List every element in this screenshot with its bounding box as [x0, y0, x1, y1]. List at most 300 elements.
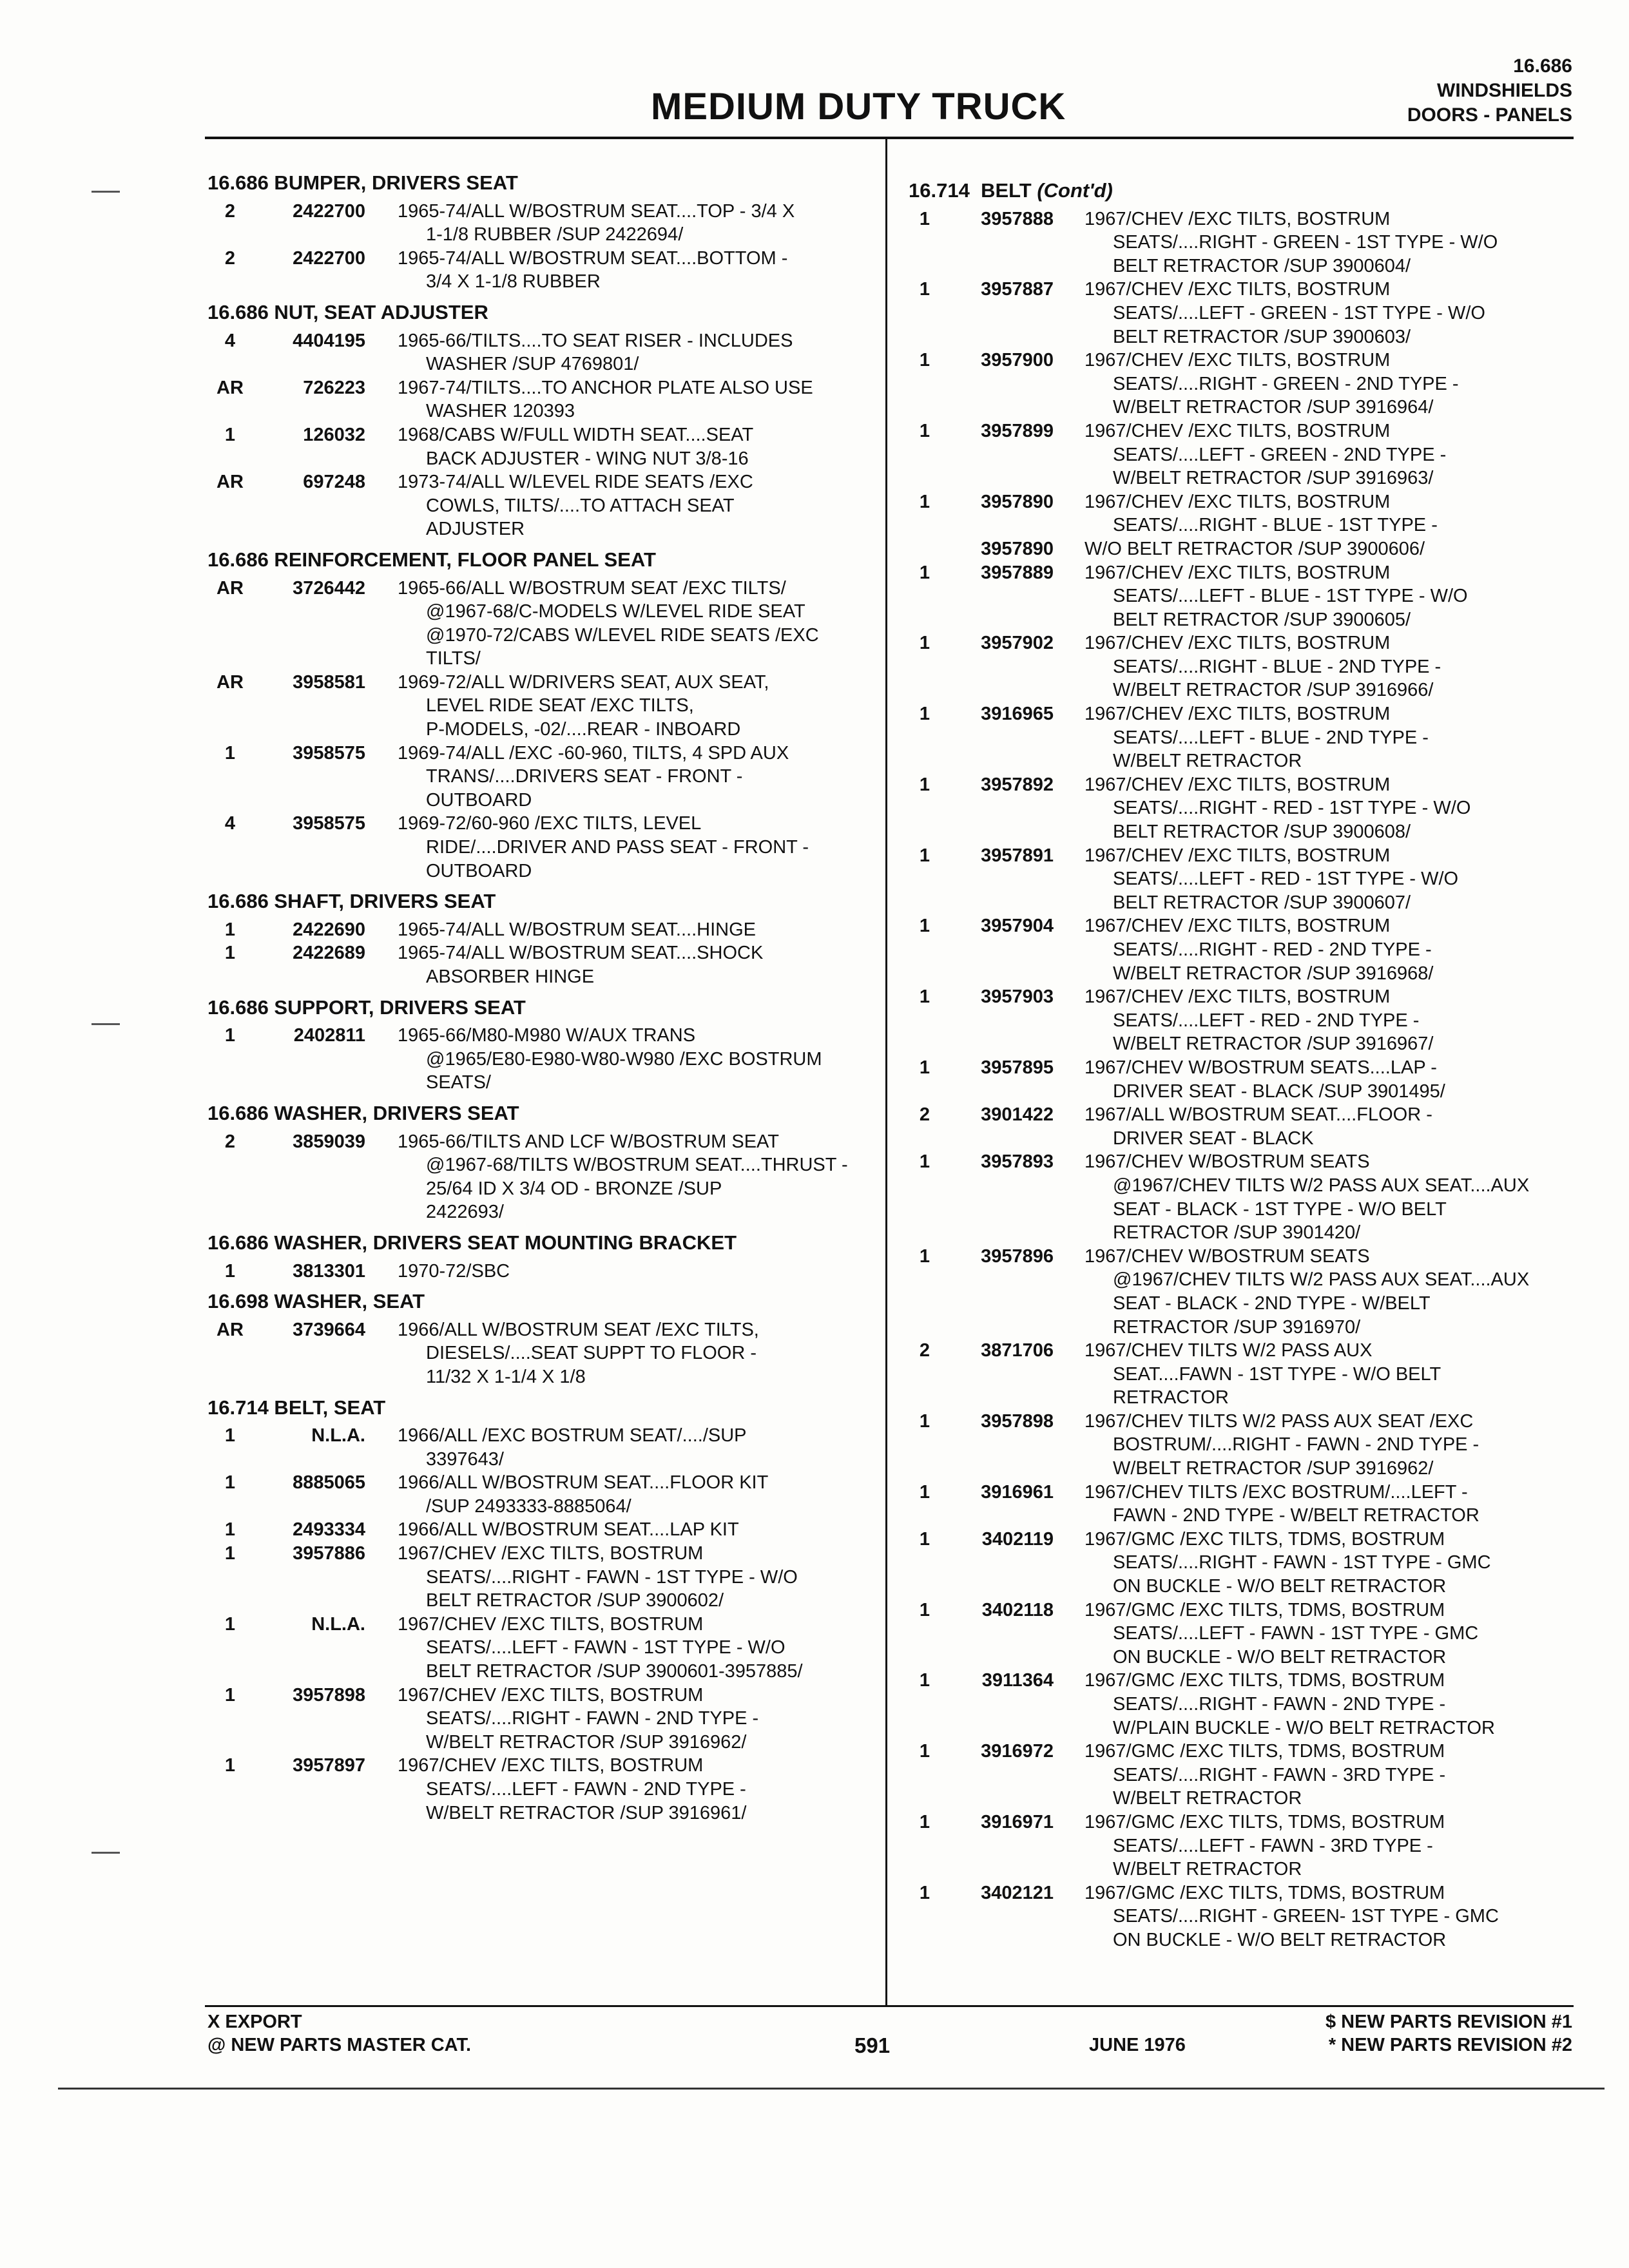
description-line: @1967-68/TILTS W/BOSTRUM SEAT....THRUST -: [426, 1155, 848, 1176]
parts-row: [207, 376, 878, 423]
parts-row: [207, 742, 878, 812]
parts-row: [909, 1599, 1579, 1669]
right-column: [909, 179, 1579, 1952]
description-line: 3/4 X 1-1/8 RUBBER: [426, 271, 601, 293]
part-number: 126032: [303, 424, 365, 445]
description-line: 1969-72/ALL W/DRIVERS SEAT, AUX SEAT,: [398, 671, 769, 693]
description-line: W/BELT RETRACTOR /SUP 3916961/: [426, 1802, 747, 1823]
description-line: 1965-74/ALL W/BOSTRUM SEAT....SHOCK: [398, 943, 764, 964]
legend-master-catalog: @ NEW PARTS MASTER CAT.: [207, 2035, 472, 2055]
part-number: 3957898: [981, 1410, 1054, 1432]
part-number: 3901422: [981, 1104, 1054, 1126]
part-description: [1084, 773, 1579, 844]
description-line: 1-1/8 RUBBER /SUP 2422694/: [426, 224, 684, 245]
part-description: [398, 423, 878, 470]
quantity: AR: [217, 377, 244, 398]
description-line: SEATS/....LEFT - RED - 2ND TYPE -: [1113, 1010, 1420, 1031]
description-line: 11/32 X 1-1/4 X 1/8: [426, 1366, 586, 1387]
section-heading: [909, 179, 1579, 203]
part-number: 3957893: [981, 1151, 1054, 1173]
quantity: 2: [224, 1131, 236, 1152]
description-line: 1965-66/ALL W/BOSTRUM SEAT /EXC TILTS/: [398, 577, 786, 599]
description-line: 1967/CHEV /EXC TILTS, BOSTRUM: [1084, 420, 1391, 441]
description-line: 1967/CHEV /EXC TILTS, BOSTRUM: [1084, 916, 1391, 937]
description-line: 1966/ALL /EXC BOSTRUM SEAT/..../SUP: [398, 1425, 747, 1446]
parts-row: [909, 914, 1579, 985]
quantity: 2: [919, 1104, 930, 1126]
parts-row: [207, 1260, 878, 1283]
description-line: 1965-66/TILTS....TO SEAT RISER - INCLUDES: [398, 330, 793, 351]
column-divider: [885, 139, 887, 2005]
description-line: SEAT - BLACK - 2ND TYPE - W/BELT: [1113, 1293, 1431, 1314]
description-line: W/BELT RETRACTOR /SUP 3916968/: [1113, 963, 1434, 984]
section-number: 16.686: [1513, 55, 1572, 77]
description-line: BELT RETRACTOR /SUP 3900608/: [1113, 822, 1411, 843]
parts-row: [207, 1130, 878, 1224]
description-line: SEATS/: [426, 1072, 491, 1093]
part-number: 3957886: [293, 1543, 365, 1564]
description-line: 3397643/: [426, 1448, 504, 1470]
quantity: 4: [224, 330, 236, 351]
part-number: 8885065: [293, 1472, 365, 1494]
part-description: [1084, 1811, 1579, 1881]
publication-date: JUNE 1976: [1089, 2035, 1186, 2055]
description-line: 1969-72/60-960 /EXC TILTS, LEVEL: [398, 813, 702, 834]
quantity: 1: [224, 943, 236, 964]
quantity: AR: [217, 577, 244, 599]
description-line: 1967/GMC /EXC TILTS, TDMS, BOSTRUM: [1084, 1741, 1445, 1762]
description-line: SEAT - BLACK - 1ST TYPE - W/O BELT: [1113, 1198, 1447, 1220]
description-line: 1967/CHEV /EXC TILTS, BOSTRUM: [398, 1613, 704, 1635]
quantity: 1: [919, 420, 930, 441]
parts-row: [909, 1881, 1579, 1952]
parts-row: [207, 1613, 878, 1684]
quantity: 1: [919, 350, 930, 371]
quantity: 1: [919, 1245, 930, 1267]
parts-row: [909, 1339, 1579, 1410]
part-number: 3726442: [293, 577, 365, 599]
description-line: W/BELT RETRACTOR /SUP 3916962/: [426, 1731, 747, 1753]
description-line: 1967/CHEV /EXC TILTS, BOSTRUM: [398, 1684, 704, 1706]
part-description: [398, 1613, 878, 1684]
quantity: 1: [919, 1151, 930, 1173]
quantity: 4: [224, 813, 236, 834]
header-rule: [205, 137, 1574, 139]
parts-row: [909, 1245, 1579, 1339]
description-line: 1967/GMC /EXC TILTS, TDMS, BOSTRUM: [1084, 1670, 1445, 1691]
description-line: 1967/CHEV /EXC TILTS, BOSTRUM: [398, 1543, 704, 1564]
parts-row: [207, 1471, 878, 1518]
part-number: 3957891: [981, 845, 1054, 866]
quantity: 1: [919, 1410, 930, 1432]
part-number: 3911364: [981, 1670, 1054, 1691]
section-heading: 16.698 WASHER, SEAT: [207, 1290, 425, 1313]
description-line: LEVEL RIDE SEAT /EXC TILTS,: [426, 695, 694, 716]
part-number: 3957899: [981, 420, 1054, 441]
part-number: 3813301: [293, 1260, 365, 1282]
section-code: [1407, 54, 1572, 128]
legend-export: X EXPORT: [207, 2012, 302, 2032]
parts-row: [207, 1024, 878, 1095]
description-line: BACK ADJUSTER - WING NUT 3/8-16: [426, 448, 749, 469]
description-line: TRANS/....DRIVERS SEAT - FRONT -: [426, 766, 743, 787]
part-description: [1084, 985, 1579, 1056]
parts-row: [207, 1684, 878, 1754]
part-number: 4404195: [293, 330, 365, 351]
parts-row: [207, 1518, 878, 1542]
description-line: SEATS/....RIGHT - GREEN - 2ND TYPE -: [1113, 373, 1459, 394]
description-line: BELT RETRACTOR /SUP 3900601-3957885/: [426, 1661, 803, 1682]
description-line: 1965-74/ALL W/BOSTRUM SEAT....BOTTOM -: [398, 247, 788, 269]
part-number: 3916965: [981, 704, 1054, 725]
page-title: MEDIUM DUTY TRUCK: [651, 86, 1066, 128]
quantity: 2: [224, 200, 236, 222]
quantity: AR: [217, 1319, 244, 1340]
quantity: 1: [919, 1057, 930, 1078]
section-heading: 16.686 WASHER, DRIVERS SEAT MOUNTING BRACKET: [207, 1231, 737, 1254]
part-description: [1084, 1339, 1579, 1410]
part-number: 3402121: [981, 1882, 1054, 1903]
part-number: 3916972: [981, 1741, 1054, 1762]
description-line: WASHER 120393: [426, 401, 575, 422]
description-line: SEATS/....LEFT - FAWN - 1ST TYPE - W/O: [426, 1637, 786, 1658]
part-description: [398, 470, 878, 541]
quantity: 1: [919, 774, 930, 795]
description-line: BELT RETRACTOR /SUP 3900602/: [426, 1590, 724, 1611]
description-line: 1967/ALL W/BOSTRUM SEAT....FLOOR -: [1084, 1104, 1432, 1126]
description-line: BELT RETRACTOR /SUP 3900604/: [1113, 255, 1411, 276]
part-description: [1084, 1481, 1579, 1528]
part-description: [398, 1471, 878, 1518]
description-line: SEATS/....RIGHT - RED - 2ND TYPE -: [1113, 939, 1432, 960]
parts-row: [909, 1150, 1579, 1244]
part-number: 3739664: [293, 1319, 365, 1340]
description-line: WASHER /SUP 4769801/: [426, 354, 639, 375]
part-number: 3957895: [981, 1057, 1054, 1078]
parts-row: [207, 577, 878, 671]
section-heading: 16.686 BUMPER, DRIVERS SEAT: [207, 171, 518, 194]
description-line: OUTBOARD: [426, 860, 532, 881]
description-line: W/BELT RETRACTOR: [1113, 751, 1302, 772]
quantity: 1: [919, 1882, 930, 1903]
description-line: 25/64 ID X 3/4 OD - BRONZE /SUP: [426, 1178, 722, 1199]
part-number: 3957890: [981, 491, 1054, 512]
description-line: W/BELT RETRACTOR: [1113, 1859, 1302, 1880]
part-number: 3957888: [981, 208, 1054, 229]
description-line: DRIVER SEAT - BLACK: [1113, 1128, 1314, 1149]
description-line: DRIVER SEAT - BLACK /SUP 3901495/: [1113, 1081, 1445, 1102]
parts-row: [207, 1754, 878, 1825]
description-line: SEATS/....LEFT - GREEN - 2ND TYPE -: [1113, 444, 1447, 465]
parts-row: [909, 1811, 1579, 1881]
description-line: 1967/CHEV TILTS W/2 PASS AUX SEAT /EXC: [1084, 1410, 1474, 1432]
parts-row: [207, 941, 878, 988]
revision-2-legend: * NEW PARTS REVISION #2: [1328, 2035, 1572, 2055]
description-line: 1970-72/SBC: [398, 1260, 510, 1282]
page-number: 591: [854, 2033, 891, 2057]
description-line: FAWN - 2ND TYPE - W/BELT RETRACTOR: [1113, 1505, 1480, 1526]
description-line: DIESELS/....SEAT SUPPT TO FLOOR -: [426, 1343, 757, 1364]
description-line: 1967/CHEV /EXC TILTS, BOSTRUM: [1084, 774, 1391, 795]
description-line: 1967/CHEV /EXC TILTS, BOSTRUM: [1084, 704, 1391, 725]
part-number: 3958581: [293, 671, 365, 693]
description-line: SEATS/....LEFT - FAWN - 2ND TYPE -: [426, 1779, 746, 1800]
part-description: [398, 1130, 878, 1224]
part-description: [398, 1424, 878, 1471]
section-name-2: DOORS - PANELS: [1407, 104, 1572, 126]
quantity: 1: [224, 1613, 236, 1635]
part-description: [1084, 1245, 1579, 1339]
part-description: [1084, 349, 1579, 419]
description-line: RETRACTOR: [1113, 1387, 1229, 1408]
description-line: @1967-68/C-MODELS W/LEVEL RIDE SEAT: [426, 601, 805, 622]
description-line: 1967/CHEV /EXC TILTS, BOSTRUM: [1084, 562, 1391, 583]
section-heading: 16.686 NUT, SEAT ADJUSTER: [207, 300, 488, 323]
quantity: 1: [224, 742, 236, 764]
parts-row: [909, 1740, 1579, 1811]
description-line: 1965-66/M80-M980 W/AUX TRANS: [398, 1025, 696, 1046]
description-line: 1967/CHEV /EXC TILTS, BOSTRUM: [1084, 986, 1391, 1008]
part-description: [1084, 419, 1579, 490]
description-line: SEATS/....LEFT - BLUE - 2ND TYPE -: [1113, 727, 1429, 748]
part-description: [398, 1260, 878, 1283]
quantity: 1: [919, 986, 930, 1008]
continued-label: (Cont'd): [1037, 179, 1113, 202]
quantity: 1: [919, 1528, 930, 1550]
quantity: 1: [919, 704, 930, 725]
part-number: 3958575: [293, 813, 365, 834]
part-number: 697248: [303, 472, 365, 493]
part-number: 3957887: [981, 279, 1054, 300]
margin-mark: [92, 1852, 120, 1854]
part-number: 3957889: [981, 562, 1054, 583]
description-line: SEATS/....LEFT - GREEN - 1ST TYPE - W/O: [1113, 302, 1485, 323]
description-line: 1967/CHEV /EXC TILTS, BOSTRUM: [1084, 845, 1391, 866]
quantity: 1: [224, 1260, 236, 1282]
quantity: 1: [919, 1670, 930, 1691]
part-description: [1084, 1150, 1579, 1244]
part-description: [398, 1754, 878, 1825]
parts-row: [207, 918, 878, 942]
quantity: 2: [919, 1340, 930, 1361]
section-heading-label: BELT: [981, 179, 1032, 202]
description-line: RETRACTOR /SUP 3901420/: [1113, 1222, 1361, 1244]
quantity: AR: [217, 671, 244, 693]
right-rows: [909, 207, 1579, 1952]
parts-row: [207, 470, 878, 541]
parts-row: [909, 1481, 1579, 1528]
parts-row: [909, 349, 1579, 419]
part-number: 3957904: [981, 916, 1054, 937]
description-line: 1967/CHEV /EXC TILTS, BOSTRUM: [1084, 208, 1391, 229]
description-line: SEATS/....LEFT - BLUE - 1ST TYPE - W/O: [1113, 586, 1468, 607]
part-number: 2422700: [293, 247, 365, 269]
description-line: BELT RETRACTOR /SUP 3900607/: [1113, 892, 1411, 913]
section-name-1: WINDSHIELDS: [1437, 80, 1572, 101]
quantity: 1: [919, 279, 930, 300]
description-line: W/BELT RETRACTOR /SUP 3916967/: [1113, 1033, 1434, 1055]
part-description: [1084, 1599, 1579, 1669]
quantity: 1: [919, 633, 930, 654]
parts-row: [207, 423, 878, 470]
parts-row: [207, 671, 878, 742]
description-line: ON BUCKLE - W/O BELT RETRACTOR: [1113, 1646, 1447, 1667]
quantity: 1: [224, 1519, 236, 1541]
description-line: 1967/GMC /EXC TILTS, TDMS, BOSTRUM: [1084, 1882, 1445, 1903]
description-line: SEATS/....RIGHT - FAWN - 3RD TYPE -: [1113, 1764, 1446, 1785]
quantity: 1: [224, 1425, 236, 1446]
description-line: @1967/CHEV TILTS W/2 PASS AUX SEAT....AUX: [1113, 1269, 1530, 1291]
part-number: N.L.A.: [311, 1613, 365, 1635]
description-line: @1970-72/CABS W/LEVEL RIDE SEATS /EXC: [426, 624, 819, 646]
description-line: 1966/ALL W/BOSTRUM SEAT....LAP KIT: [398, 1519, 739, 1541]
part-number: 3957896: [981, 1245, 1054, 1267]
part-description: [1084, 1669, 1579, 1740]
description-line: ON BUCKLE - W/O BELT RETRACTOR: [1113, 1576, 1447, 1597]
part-description: [1084, 1881, 1579, 1952]
part-number: 3859039: [293, 1131, 365, 1152]
description-line: W/BELT RETRACTOR /SUP 3916966/: [1113, 680, 1434, 701]
parts-row: [909, 1103, 1579, 1150]
description-line: 1965-74/ALL W/BOSTRUM SEAT....TOP - 3/4 X: [398, 200, 795, 222]
description-line: SEATS/....RIGHT - GREEN - 1ST TYPE - W/O: [1113, 232, 1498, 253]
part-number: 3957900: [981, 350, 1054, 371]
part-number: 2402811: [293, 1025, 365, 1046]
part-description: [398, 941, 878, 988]
description-line: 1967/GMC /EXC TILTS, TDMS, BOSTRUM: [1084, 1599, 1445, 1620]
part-description: [1084, 278, 1579, 349]
part-description: [1084, 1740, 1579, 1811]
description-line: @1967/CHEV TILTS W/2 PASS AUX SEAT....AUX: [1113, 1175, 1530, 1196]
description-line: 1967/CHEV /EXC TILTS, BOSTRUM: [1084, 491, 1391, 512]
parts-row: [909, 419, 1579, 490]
part-description: [398, 247, 878, 294]
margin-mark: [92, 1023, 120, 1025]
part-description: [398, 671, 878, 742]
description-line: SEATS/....LEFT - FAWN - 3RD TYPE -: [1113, 1835, 1433, 1856]
part-description: [1084, 537, 1579, 561]
quantity: 1: [919, 1741, 930, 1762]
section-heading-number: 16.714: [909, 179, 970, 202]
description-line: 1967/CHEV W/BOSTRUM SEATS: [1084, 1245, 1370, 1267]
description-line: 1967/GMC /EXC TILTS, TDMS, BOSTRUM: [1084, 1528, 1445, 1550]
section-heading: 16.686 SUPPORT, DRIVERS SEAT: [207, 995, 526, 1019]
quantity: 1: [224, 1472, 236, 1494]
part-description: [1084, 1056, 1579, 1103]
description-line: SEATS/....RIGHT - FAWN - 2ND TYPE -: [426, 1708, 759, 1729]
description-line: 1973-74/ALL W/LEVEL RIDE SEATS /EXC: [398, 472, 753, 493]
description-line: 1965-66/TILTS AND LCF W/BOSTRUM SEAT: [398, 1131, 779, 1152]
quantity: 1: [919, 1481, 930, 1503]
parts-row: [909, 1056, 1579, 1103]
description-line: 1966/ALL W/BOSTRUM SEAT....FLOOR KIT: [398, 1472, 769, 1494]
part-description: [1084, 914, 1579, 985]
part-number: 3958575: [293, 742, 365, 764]
parts-row: [909, 1528, 1579, 1599]
description-line: P-MODELS, -02/....REAR - INBOARD: [426, 719, 741, 740]
part-description: [398, 1684, 878, 1754]
description-line: 1967-74/TILTS....TO ANCHOR PLATE ALSO USE: [398, 377, 813, 398]
description-line: W/BELT RETRACTOR: [1113, 1788, 1302, 1809]
quantity: AR: [217, 472, 244, 493]
part-number: 3402119: [981, 1528, 1054, 1550]
parts-row: [909, 631, 1579, 702]
quantity: 1: [224, 1755, 236, 1776]
parts-row: [909, 1410, 1579, 1481]
description-line: SEAT....FAWN - 1ST TYPE - W/O BELT: [1113, 1363, 1441, 1385]
parts-row: [909, 702, 1579, 773]
quantity: 1: [919, 1599, 930, 1620]
part-number: 3916961: [981, 1481, 1054, 1503]
part-number: N.L.A.: [311, 1425, 365, 1446]
description-line: SEATS/....RIGHT - BLUE - 1ST TYPE -: [1113, 515, 1438, 536]
part-description: [398, 577, 878, 671]
description-line: W/O BELT RETRACTOR /SUP 3900606/: [1084, 538, 1425, 559]
part-description: [1084, 1103, 1579, 1150]
part-description: [1084, 490, 1579, 537]
parts-row: [207, 247, 878, 294]
description-line: 1967/CHEV /EXC TILTS, BOSTRUM: [1084, 350, 1391, 371]
section-heading: 16.686 SHAFT, DRIVERS SEAT: [207, 890, 496, 913]
part-number: 3957897: [293, 1755, 365, 1776]
quantity: 1: [919, 491, 930, 512]
part-number: 3916971: [981, 1811, 1054, 1832]
part-number: 726223: [303, 377, 365, 398]
part-number: 2422689: [293, 943, 365, 964]
quantity: 1: [224, 1543, 236, 1564]
description-line: 1967/CHEV /EXC TILTS, BOSTRUM: [1084, 633, 1391, 654]
description-line: 1969-74/ALL /EXC -60-960, TILTS, 4 SPD AUX: [398, 742, 789, 764]
part-description: [398, 376, 878, 423]
description-line: TILTS/: [426, 648, 481, 669]
parts-row: [909, 773, 1579, 844]
part-description: [1084, 631, 1579, 702]
part-description: [398, 1024, 878, 1095]
description-line: SEATS/....RIGHT - GREEN- 1ST TYPE - GMC: [1113, 1906, 1499, 1927]
parts-row: [909, 490, 1579, 537]
part-description: [1084, 702, 1579, 773]
quantity: 1: [919, 208, 930, 229]
section-heading: 16.686 WASHER, DRIVERS SEAT: [207, 1101, 519, 1124]
description-line: 2422693/: [426, 1202, 504, 1223]
part-description: [1084, 1528, 1579, 1599]
description-line: SEATS/....RIGHT - FAWN - 1ST TYPE - W/O: [426, 1566, 798, 1588]
parts-row: [909, 1669, 1579, 1740]
description-line: 1967/CHEV TILTS W/2 PASS AUX: [1084, 1340, 1373, 1361]
parts-row: [207, 329, 878, 376]
quantity: 1: [919, 1811, 930, 1832]
description-line: 1967/CHEV TILTS /EXC BOSTRUM/....LEFT -: [1084, 1481, 1468, 1503]
description-line: BOSTRUM/....RIGHT - FAWN - 2ND TYPE -: [1113, 1434, 1480, 1456]
part-description: [1084, 844, 1579, 915]
quantity: 1: [224, 919, 236, 940]
part-number: 3957903: [981, 986, 1054, 1008]
parts-row: [207, 1424, 878, 1471]
parts-row: [207, 1318, 878, 1389]
description-line: BELT RETRACTOR /SUP 3900605/: [1113, 609, 1411, 630]
quantity: 1: [919, 845, 930, 866]
part-number: 2422690: [293, 919, 365, 940]
part-description: [398, 918, 878, 942]
revision-1-legend: $ NEW PARTS REVISION #1: [1325, 2012, 1572, 2032]
parts-row: [207, 200, 878, 247]
description-line: ABSORBER HINGE: [426, 966, 595, 987]
description-line: 1965-74/ALL W/BOSTRUM SEAT....HINGE: [398, 919, 756, 940]
part-description: [1084, 207, 1579, 278]
quantity: 1: [224, 424, 236, 445]
part-description: [398, 329, 878, 376]
bottom-rule: [58, 2088, 1605, 2090]
